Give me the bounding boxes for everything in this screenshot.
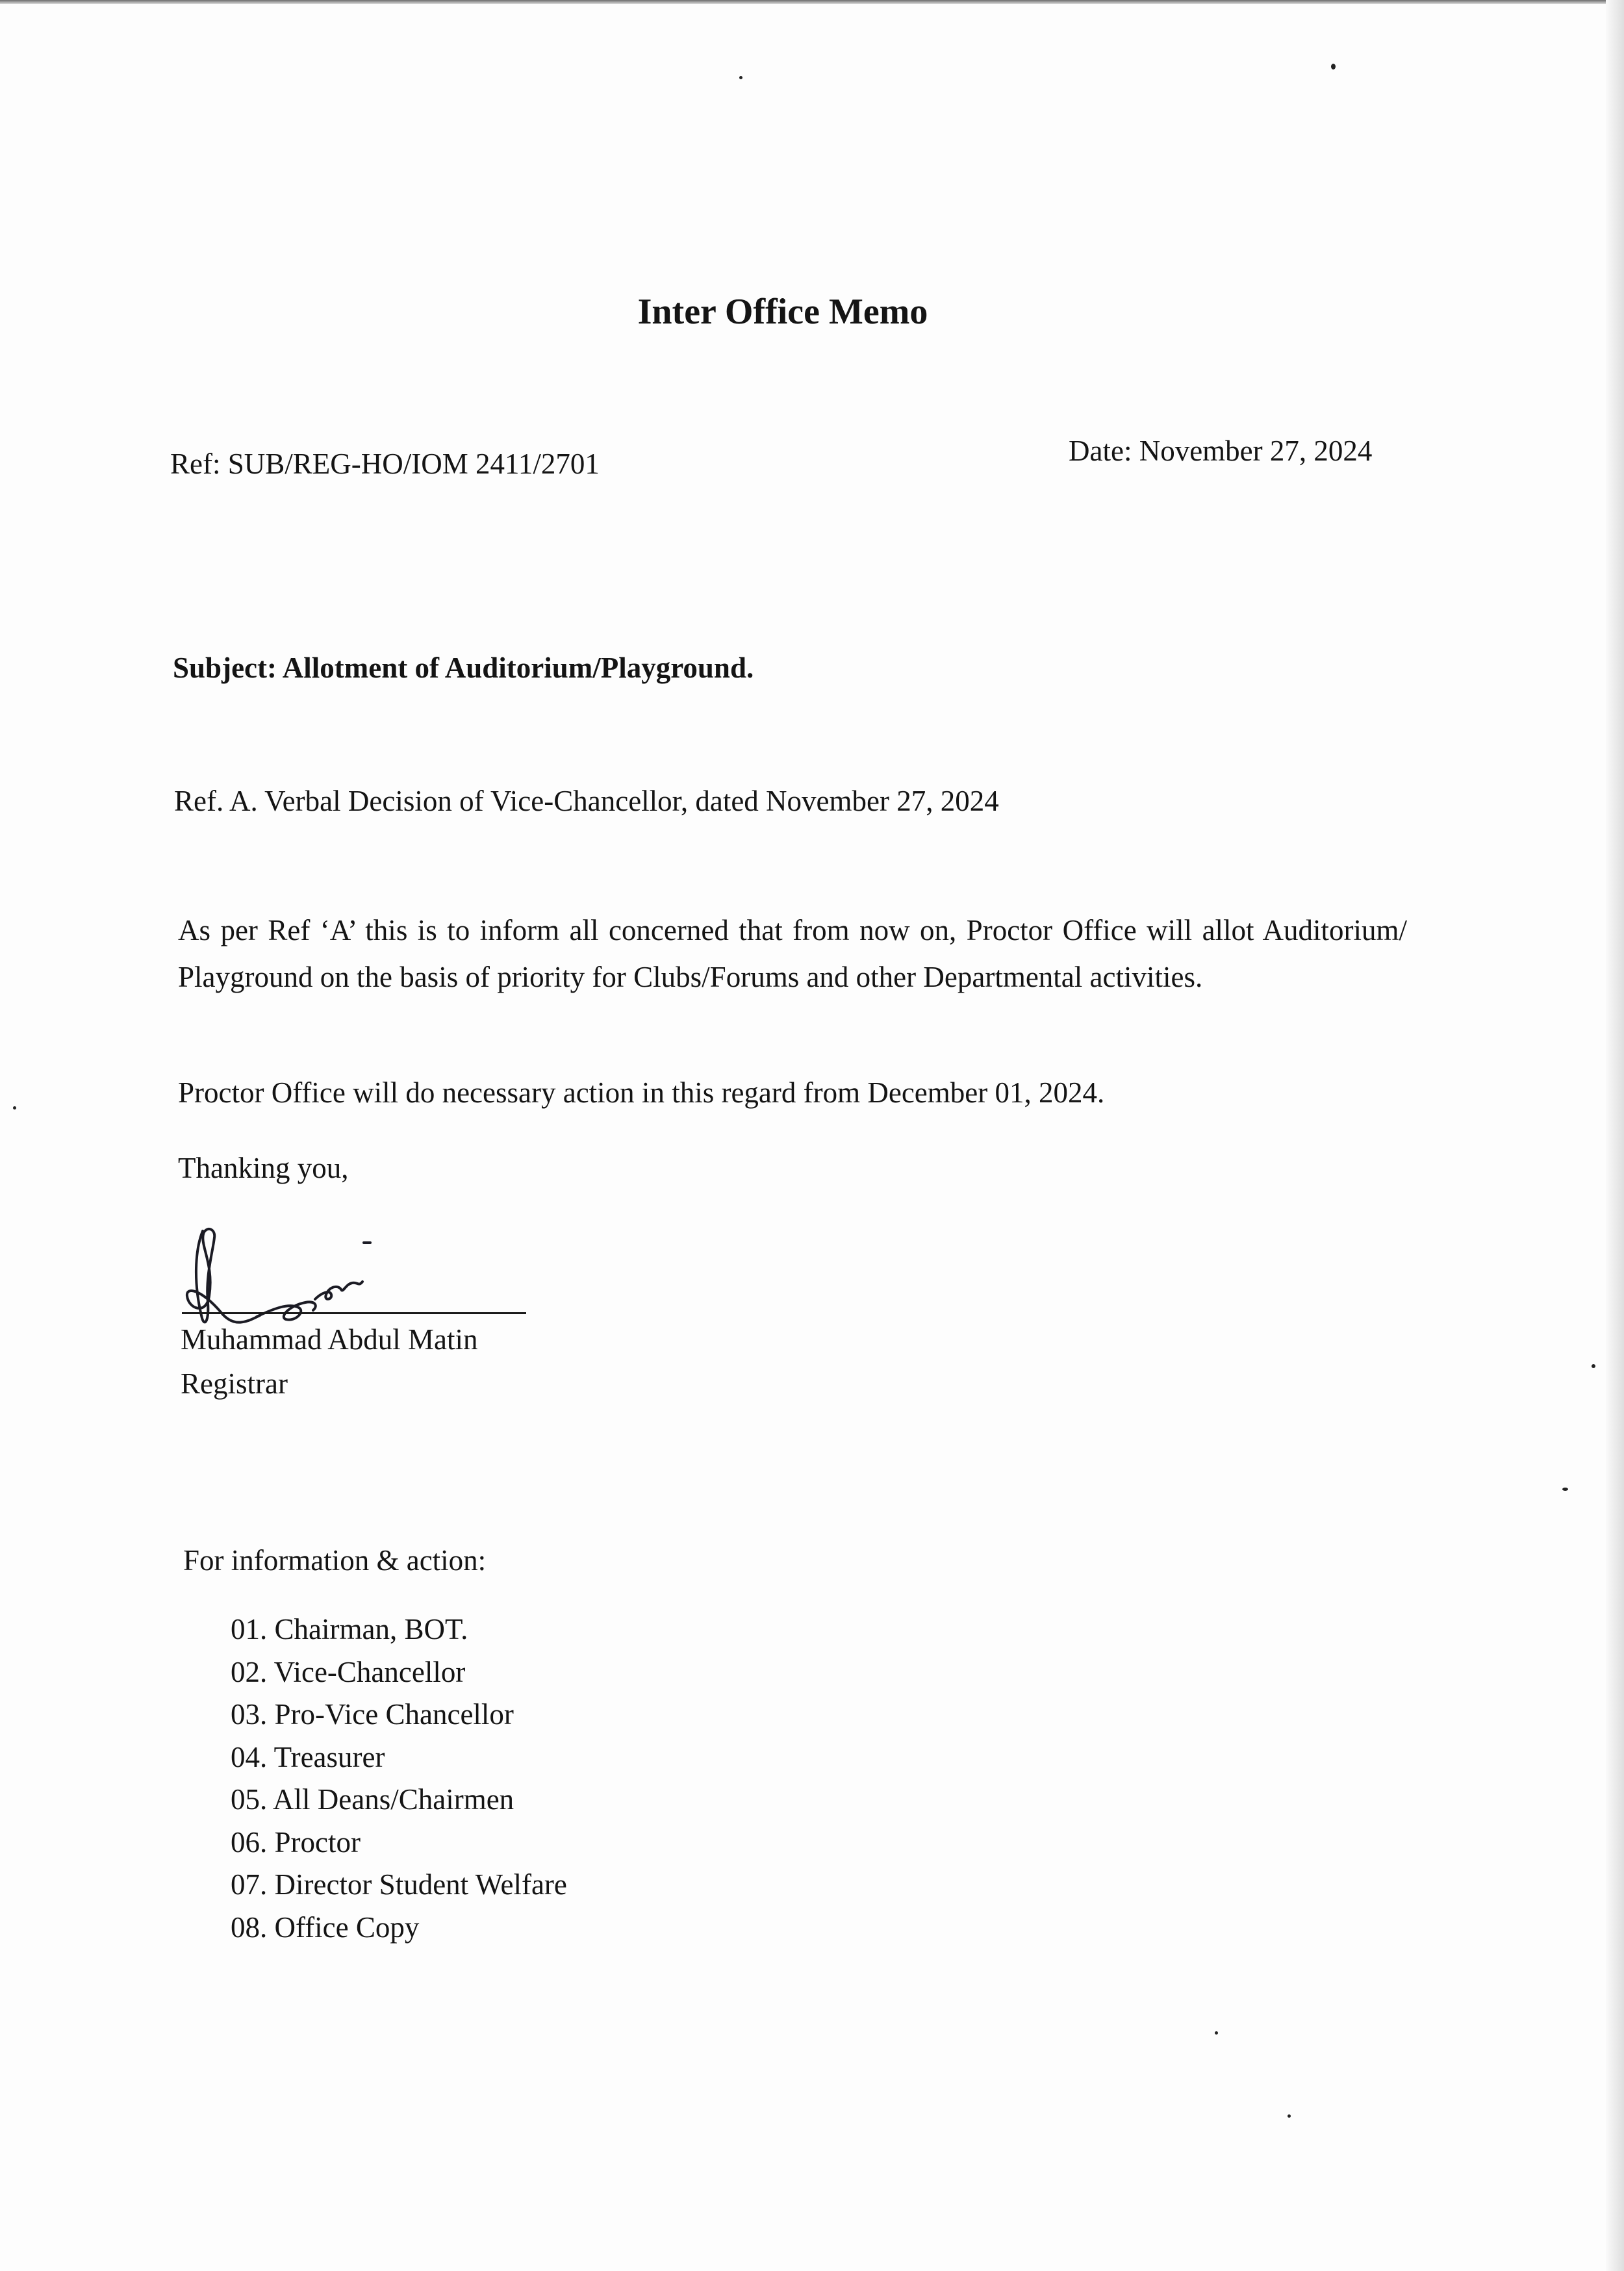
scan-speck (1331, 64, 1336, 70)
distribution-item: 07. Director Student Welfare (231, 1868, 567, 1901)
distribution-item: 02. Vice-Chancellor (231, 1655, 466, 1688)
body-paragraph: As per Ref ‘A’ this is to inform all concerned that from now on, Proctor Office will allot Auditorium/ Playground on the basis of priority for Clubs/Forums and other Departmental activities. (178, 914, 1407, 993)
distribution-list (231, 1608, 567, 1949)
distribution-heading: For information & action: (183, 1544, 487, 1577)
closing-line: Thanking you, (178, 1152, 349, 1184)
reference-number: Ref: SUB/REG-HO/IOM 2411/2701 (170, 448, 600, 480)
scan-top-edge (0, 0, 1624, 4)
scan-speck (1288, 2114, 1291, 2118)
distribution-item: 01. Chairman, BOT. (231, 1613, 468, 1645)
memo-date: Date: November 27, 2024 (1069, 435, 1373, 467)
distribution-item: 05. All Deans/Chairmen (231, 1783, 514, 1816)
scan-speck (1215, 2031, 1218, 2035)
distribution-item: 04. Treasurer (231, 1740, 385, 1773)
scan-right-edge (1606, 0, 1624, 2271)
reference-a: Ref. A. Verbal Decision of Vice-Chancellor, dated November 27, 2024 (174, 785, 999, 817)
scan-speck (1592, 1364, 1595, 1368)
scan-speck (739, 76, 742, 79)
body-paragraph: Proctor Office will do necessary action in this regard from December 01, 2024. (178, 1076, 1105, 1109)
signatory-designation: Registrar (181, 1367, 288, 1400)
handwritten-signature (175, 1224, 409, 1335)
distribution-item: 08. Office Copy (231, 1910, 420, 1944)
distribution-item: 06. Proctor (231, 1825, 361, 1859)
memo-title: Inter Office Memo (637, 292, 928, 332)
signatory-name: Muhammad Abdul Matin (181, 1323, 478, 1356)
distribution-item: 03. Pro-Vice Chancellor (231, 1698, 514, 1731)
memo-subject: Subject: Allotment of Auditorium/Playground. (173, 652, 754, 684)
scan-speck (1562, 1488, 1568, 1491)
scan-speck (13, 1106, 16, 1110)
signature-line (182, 1312, 526, 1314)
